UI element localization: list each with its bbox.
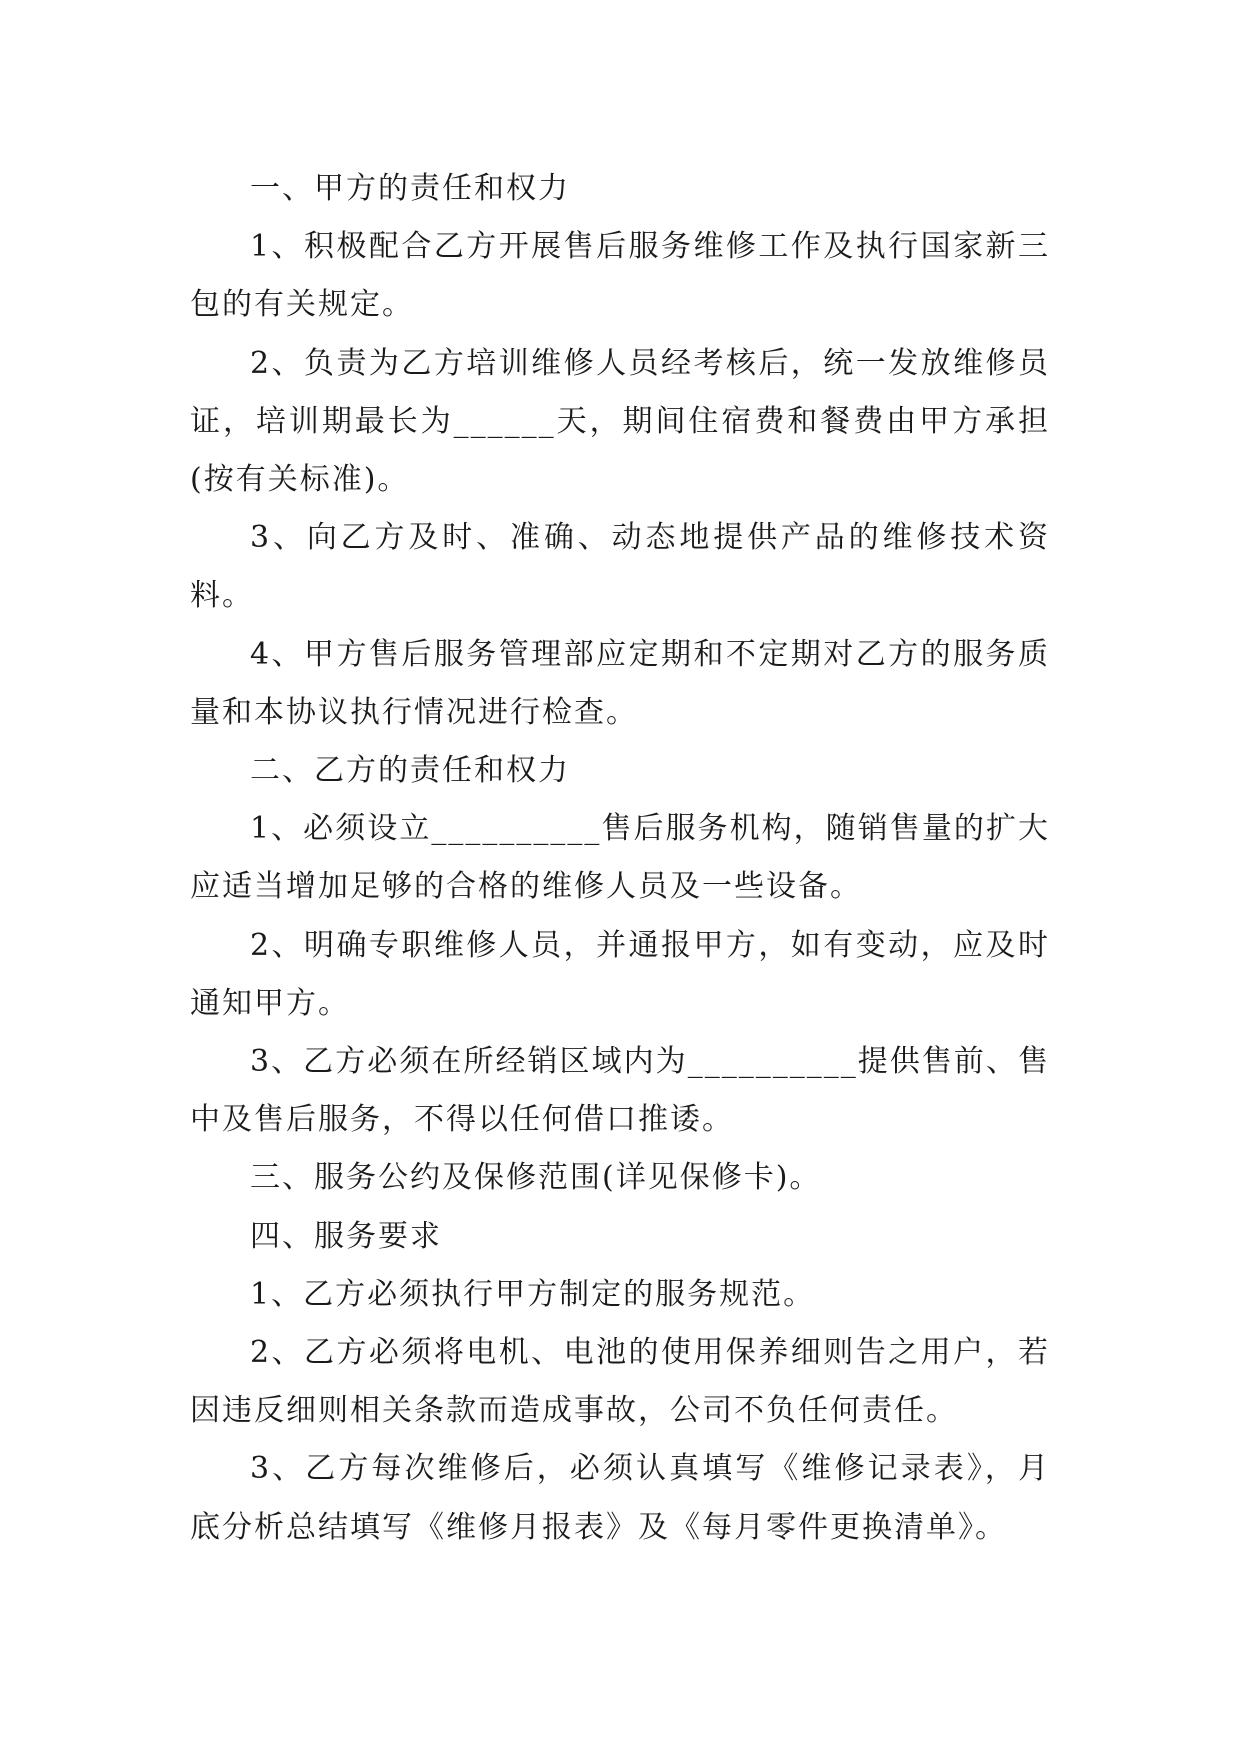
clause-paragraph: 3、乙方必须在所经销区域内为__________提供售前、售中及售后服务，不得以任何借口推诿。 bbox=[190, 1044, 1050, 1138]
section-heading-3: 三、服务公约及保修范围(详见保修卡)。 bbox=[250, 1160, 822, 1196]
clause-paragraph: 2、明确专职维修人员，并通报甲方，如有变动，应及时通知甲方。 bbox=[190, 927, 1050, 1021]
clause-paragraph: 2、负责为乙方培训维修人员经考核后，统一发放维修员证，培训期最长为______天，期间住宿费和餐费由甲方承担(按有关标准)。 bbox=[190, 345, 1050, 498]
clause-paragraph: 3、乙方每次维修后，必须认真填写《维修记录表》，月底分析总结填写《维修月报表》及《每月零件更换清单》。 bbox=[190, 1451, 1050, 1545]
section-heading-1: 一、甲方的责任和权力 bbox=[250, 171, 570, 206]
section-heading-2: 二、乙方的责任和权力 bbox=[250, 753, 570, 789]
clause-paragraph: 1、必须设立__________售后服务机构，随销售量的扩大应适当增加足够的合格的维修人员及一些设备。 bbox=[190, 811, 1050, 905]
clause-paragraph: 1、积极配合乙方开展售后服务维修工作及执行国家新三包的有关规定。 bbox=[190, 229, 1050, 323]
section-heading-4: 四、服务要求 bbox=[250, 1218, 442, 1254]
clause-paragraph: 4、甲方售后服务管理部应定期和不定期对乙方的服务质量和本协议执行情况进行检查。 bbox=[190, 636, 1050, 730]
clause-paragraph: 2、乙方必须将电机、电池的使用保养细则告之用户，若因违反细则相关条款而造成事故，公司不负任何责任。 bbox=[190, 1335, 1050, 1429]
clause-paragraph: 3、向乙方及时、准确、动态地提供产品的维修技术资料。 bbox=[190, 520, 1050, 614]
clause-paragraph: 1、乙方必须执行甲方制定的服务规范。 bbox=[250, 1276, 816, 1312]
document-body bbox=[190, 160, 1050, 1557]
